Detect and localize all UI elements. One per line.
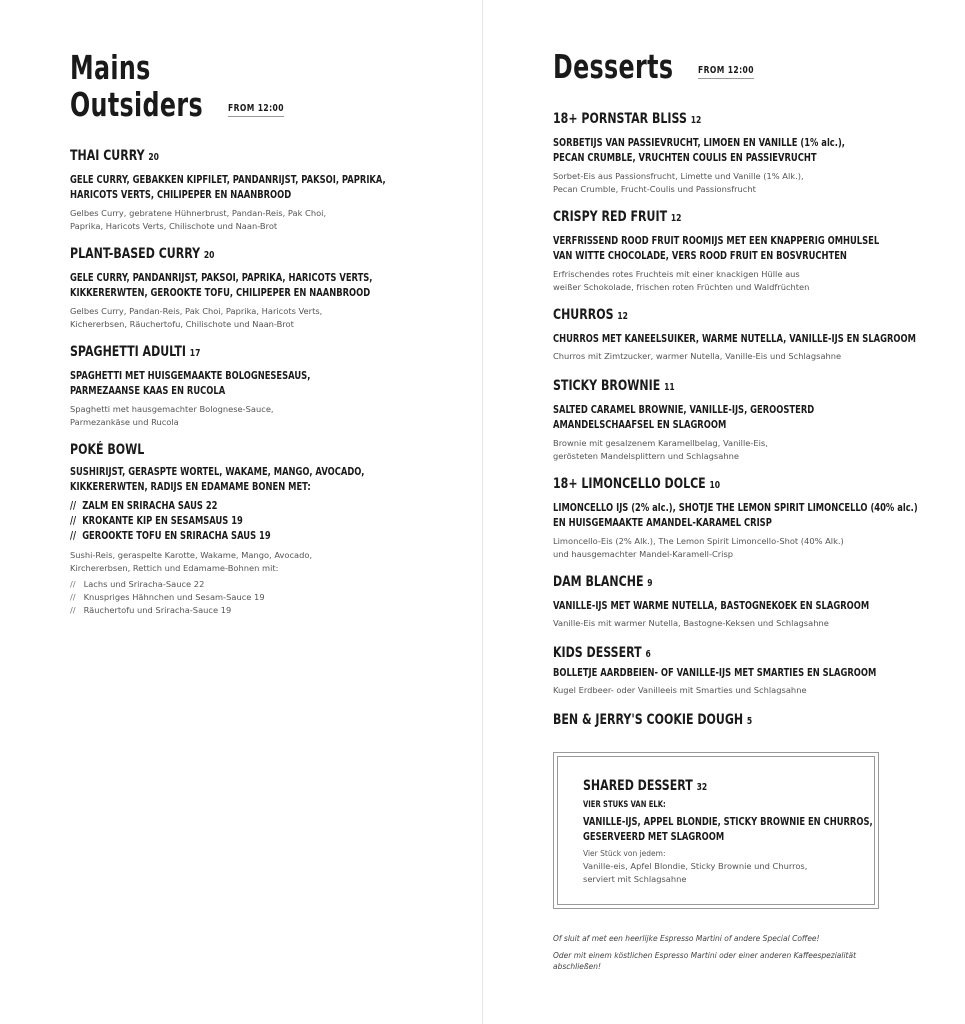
item-name: DAM BLANCHE — [553, 574, 644, 590]
menu-item-sticky-brownie — [553, 377, 897, 463]
menu-item-crispy-red-fruit — [553, 208, 965, 294]
item-price: 32 — [696, 782, 708, 793]
option-de: // Räuchertofu und Sriracha-Sauce 19 — [70, 605, 232, 615]
menu-item-churros — [553, 306, 965, 363]
item-desc-de: Vanille-eis, Apfel Blondie, Sticky Brownie und Churros, — [583, 861, 808, 871]
menu-item-plant-based-curry — [70, 245, 468, 331]
item-desc-nl: HARICOTS VERTS, CHILIPEPER EN NAANBROOD — [70, 188, 292, 201]
item-desc-nl: CHURROS MET KANEELSUIKER, WARME NUTELLA, VANILLE-IJS EN SLAGROOM — [553, 332, 916, 345]
item-name: SPAGHETTI ADULTI — [70, 344, 186, 360]
item-desc-de: Parmezankäse und Rucola — [70, 417, 179, 427]
item-name: PLANT-BASED CURRY — [70, 246, 201, 262]
item-desc-de: Limoncello-Eis (2% Alk.), The Lemon Spirit Limoncello-Shot (40% Alk.) — [553, 536, 844, 546]
menu-item-dam-blanche — [553, 573, 965, 630]
item-desc-nl: KIKKERERWTEN, RADIJS EN EDAMAME BONEN MET: — [70, 480, 311, 493]
option-nl: // KROKANTE KIP EN SESAMSAUS 19 — [70, 514, 243, 527]
item-name: BEN & JERRY'S COOKIE DOUGH — [553, 712, 744, 728]
item-desc-de: Spaghetti met hausgemachter Bolognese-Sauce, — [70, 404, 274, 414]
menu-item-pornstar-bliss — [553, 110, 937, 196]
item-desc-nl: GELE CURRY, PANDANRIJST, PAKSOI, PAPRIKA, HARICOTS VERTS, — [70, 271, 373, 284]
item-desc-de: Sorbet-Eis aus Passionsfrucht, Limette und Vanille (1% Alk.), — [553, 171, 804, 181]
item-desc-de: und hausgemachter Mandel-Karamell-Crisp — [553, 549, 734, 559]
shared-dessert — [583, 777, 964, 886]
item-desc-nl: SORBETIJS VAN PASSIEVRUCHT, LIMOEN EN VANILLE (1% alc.), — [553, 136, 845, 149]
item-desc-nl: AMANDELSCHAAFSEL EN SLAGROOM — [553, 418, 727, 431]
item-name: SHARED DESSERT — [583, 778, 693, 794]
desserts-title: Desserts — [553, 47, 674, 86]
menu-item-ben-jerrys — [553, 711, 815, 731]
item-price: 5 — [746, 716, 753, 727]
item-price: 20 — [148, 152, 159, 163]
item-price: 17 — [189, 348, 201, 359]
item-price: 10 — [709, 480, 721, 491]
item-desc-nl: GELE CURRY, GEBAKKEN KIPFILET, PANDANRIJST, PAKSOI, PAPRIKA, — [70, 173, 386, 186]
item-name: 18+ LIMONCELLO DOLCE — [553, 476, 706, 492]
mains-title: Mains — [70, 48, 151, 87]
item-desc-nl: SPAGHETTI MET HUISGEMAAKTE BOLOGNESESAUS, — [70, 369, 311, 382]
desserts-from-time: FROM 12:00 — [698, 65, 754, 79]
item-desc-nl: VANILLE-IJS, APPEL BLONDIE, STICKY BROWNIE EN CHURROS, — [583, 815, 873, 828]
option-de: // Knuspriges Hähnchen und Sesam-Sauce 19 — [70, 592, 265, 602]
item-desc-nl: SUSHIRIJST, GERASPTE WORTEL, WAKAME, MANGO, AVOCADO, — [70, 465, 365, 478]
item-name: STICKY BROWNIE — [553, 378, 661, 394]
item-desc-de: Sushi-Reis, geraspelte Karotte, Wakame, Mango, Avocado, — [70, 550, 313, 560]
mains-from-time: FROM 12:00 — [228, 103, 284, 117]
item-desc-nl: BOLLETJE AARDBEIEN- OF VANILLE-IJS MET SMARTIES EN SLAGROOM — [553, 666, 877, 679]
option-de: // Lachs und Sriracha-Sauce 22 — [70, 579, 205, 589]
item-desc-de: Brownie mit gesalzenem Karamellbelag, Vanille-Eis, — [553, 438, 768, 448]
item-desc-de: Erfrischendes rotes Fruchteis mit einer knackigen Hülle aus — [553, 269, 800, 279]
shared-dessert-box — [553, 752, 879, 909]
footer-note-de: Oder mit einem köstlichen Espresso Martini oder einer anderen Kaffeespezialität — [553, 951, 857, 960]
item-desc-nl: PARMEZAANSE KAAS EN RUCOLA — [70, 384, 226, 397]
item-price: 9 — [647, 578, 653, 589]
item-desc-de: Gelbes Curry, Pandan-Reis, Pak Choi, Paprika, Haricots Verts, — [70, 306, 323, 316]
item-desc-de: Kichererbsen, Räuchertofu, Chilischote und Naan-Brot — [70, 319, 294, 329]
item-name: KIDS DESSERT — [553, 645, 642, 661]
item-price: 20 — [203, 250, 215, 261]
item-name: CHURROS — [553, 307, 614, 323]
option-nl: // ZALM EN SRIRACHA SAUS 22 — [70, 499, 218, 512]
item-desc-nl: GESERVEERD MET SLAGROOM — [583, 830, 725, 843]
shared-label-nl: VIER STUKS VAN ELK: — [583, 800, 666, 810]
item-price: 12 — [617, 311, 628, 322]
menu-item-thai-curry — [70, 147, 485, 233]
item-desc-de: Pecan Crumble, Frucht-Coulis und Passionsfrucht — [553, 184, 756, 194]
item-price: 12 — [670, 213, 682, 224]
item-desc-nl: SALTED CARAMEL BROWNIE, VANILLE-IJS, GEROOSTERD — [553, 403, 815, 416]
item-desc-nl: VANILLE-IJS MET WARME NUTELLA, BASTOGNEKOEK EN SLAGROOM — [553, 599, 870, 612]
item-desc-de: serviert mit Schlagsahne — [583, 874, 687, 884]
item-price: 11 — [664, 382, 675, 393]
menu-item-spaghetti-adulti — [70, 343, 386, 429]
menu-item-kids-dessert — [553, 644, 965, 697]
item-price: 6 — [645, 649, 651, 660]
outsiders-title: Outsiders — [70, 85, 203, 124]
menu-item-poke-bowl — [70, 441, 457, 617]
item-desc-de: Kugel Erdbeer- oder Vanilleeis mit Smarties und Schlagsahne — [553, 685, 807, 695]
item-desc-nl: PECAN CRUMBLE, VRUCHTEN COULIS EN PASSIEVRUCHT — [553, 151, 817, 164]
item-name: THAI CURRY — [70, 148, 145, 164]
item-desc-de: Kirchererbsen, Rettich und Edamame-Bohnen mit: — [70, 563, 279, 573]
footer-note-nl: Of sluit af met een heerlijke Espresso Martini of andere Special Coffee! — [553, 934, 820, 943]
dessert-footer — [553, 933, 883, 972]
item-name: 18+ PORNSTAR BLISS — [553, 111, 687, 127]
item-desc-de: Gelbes Curry, gebratene Hühnerbrust, Pandan-Reis, Pak Choi, — [70, 208, 327, 218]
item-desc-de: weißer Schokolade, frischen roten Früchten und Waldfrüchten — [553, 282, 810, 292]
item-desc-nl: VAN WITTE CHOCOLADE, VERS ROOD FRUIT EN BOSVRUCHTEN — [553, 249, 847, 262]
option-nl: // GEROOKTE TOFU EN SRIRACHA SAUS 19 — [70, 529, 271, 542]
item-price: 12 — [690, 115, 702, 126]
menu-item-limoncello-dolce — [553, 475, 965, 561]
item-desc-nl: KIKKERERWTEN, GEROOKTE TOFU, CHILIPEPER EN NAANBROOD — [70, 286, 371, 299]
item-desc-de: gerösteten Mandelsplittern und Schlagsahne — [553, 451, 739, 461]
item-desc-nl: VERFRISSEND ROOD FRUIT ROOMIJS MET EEN KNAPPERIG OMHULSEL — [553, 234, 880, 247]
footer-note-de: abschließen! — [553, 962, 602, 971]
item-desc-nl: LIMONCELLO IJS (2% alc.), SHOTJE THE LEMON SPIRIT LIMONCELLO (40% alc.) — [553, 501, 918, 514]
item-name: POKÉ BOWL — [70, 442, 145, 458]
item-name: CRISPY RED FRUIT — [553, 209, 668, 225]
item-desc-nl: EN HUISGEMAAKTE AMANDEL-KARAMEL CRISP — [553, 516, 772, 529]
item-desc-de: Paprika, Haricots Verts, Chilischote und Naan-Brot — [70, 221, 278, 231]
item-desc-de: Vanille-Eis mit warmer Nutella, Bastogne-Keksen und Schlagsahne — [553, 618, 829, 628]
shared-label-de: Vier Stück von jedem: — [583, 849, 666, 858]
item-desc-de: Churros mit Zimtzucker, warmer Nutella, Vanille-Eis und Schlagsahne — [553, 351, 842, 361]
